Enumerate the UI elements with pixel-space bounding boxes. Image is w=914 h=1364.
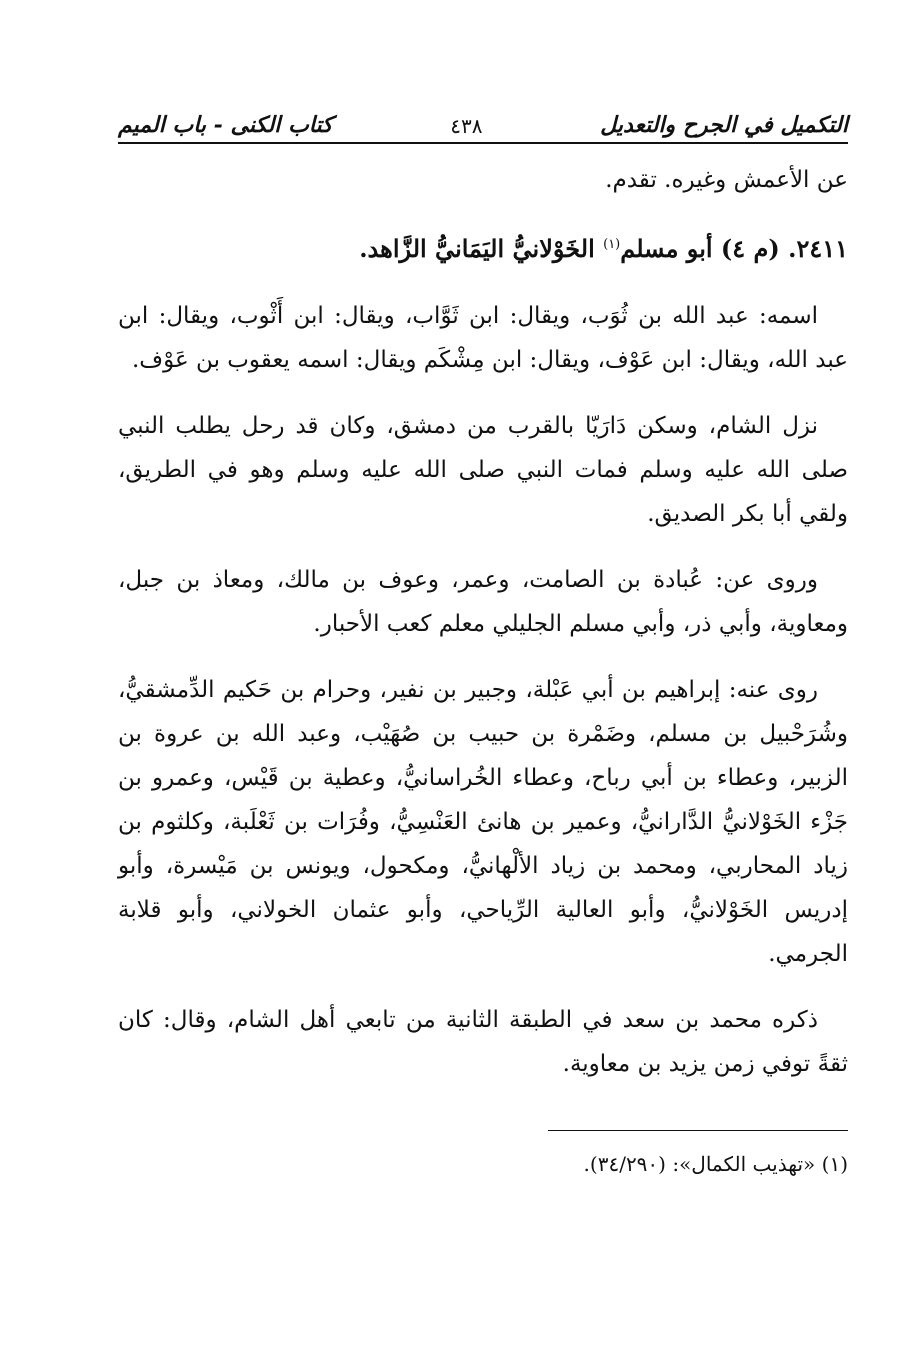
paragraph-narrators: روى عنه: إبراهيم بن أبي عَبْلة، وجبير بن نفير، وحرام بن حَكيم الدِّمشقيُّ، وشُرَحْبيل بن مسلم، وضَمْرة بن حبيب بن صُهَيْب، وعبد الله بن عروة بن الزبير، وعطاء بن أبي رباح، وعطاء الخُراسانيُّ، وعطية بن قَيْس، وعمرو بن جَزْء الخَوْلانيُّ الدَّارانيُّ، وعمير بن هانئ العَنْسِيُّ، وفُرَات بن ثَعْلَبة، وكلثوم بن زياد المحاربي، ومحمد بن زياد الألْهانيُّ، ومكحول، ويونس بن مَيْسرة، وأبو إدريس الخَوْلانيُّ، وأبو العالية الرِّياحي، وأبو عثمان الخولاني، وأبو قلابة الجرمي.: [118, 677, 848, 967]
paragraph-residence: نزل الشام، وسكن دَارَيّا بالقرب من دمشق، وكان قد رحل يطلب النبي صلى الله عليه وسلم فمات النبي صلى الله عليه وسلم وهو في الطريق، ولقي أبا بكر الصديق.: [118, 413, 848, 527]
continuation-text: عن الأعمش وغيره. تقدم.: [605, 167, 848, 193]
paragraph-narrated-from: وروى عن: عُبادة بن الصامت، وعمر، وعوف بن مالك، ومعاذ بن جبل، ومعاوية، وأبي ذر، وأبي مسلم الجليلي معلم كعب الأحبار.: [118, 567, 848, 637]
entry-name-start: أبو مسلم: [620, 234, 713, 263]
book-page: [118, 82, 848, 1199]
footnote: (١) «تهذيب الكمال»: (٣٤/٢٩٠).: [583, 1152, 848, 1176]
header-page-number: ٤٣٨: [450, 114, 483, 138]
entry-number: ٢٤١١. (م ٤): [720, 234, 848, 263]
footnote-divider: [548, 1130, 848, 1131]
header-book-title: التكميل في الجرح والتعديل: [600, 112, 848, 138]
footnote-ref: (١): [603, 237, 621, 252]
entry-title: [118, 222, 848, 272]
running-header: [118, 82, 848, 144]
entry-name-rest: الخَوْلانيُّ اليَمَانيُّ الزَّاهد.: [359, 234, 595, 263]
paragraph-name: اسمه: عبد الله بن ثُوَب، ويقال: ابن ثَوَّاب، ويقال: ابن أَثْوب، ويقال: ابن عبد الله، ويقال: ابن عَوْف، ويقال: ابن مِشْكَم ويقال: اسمه يعقوب بن عَوْف.: [118, 303, 848, 373]
paragraph-ibn-saad: ذكره محمد بن سعد في الطبقة الثانية من تابعي أهل الشام، وقال: كان ثقةً توفي زمن يزيد بن معاوية.: [118, 1007, 848, 1077]
header-chapter: كتاب الكنى - باب الميم: [118, 112, 333, 138]
